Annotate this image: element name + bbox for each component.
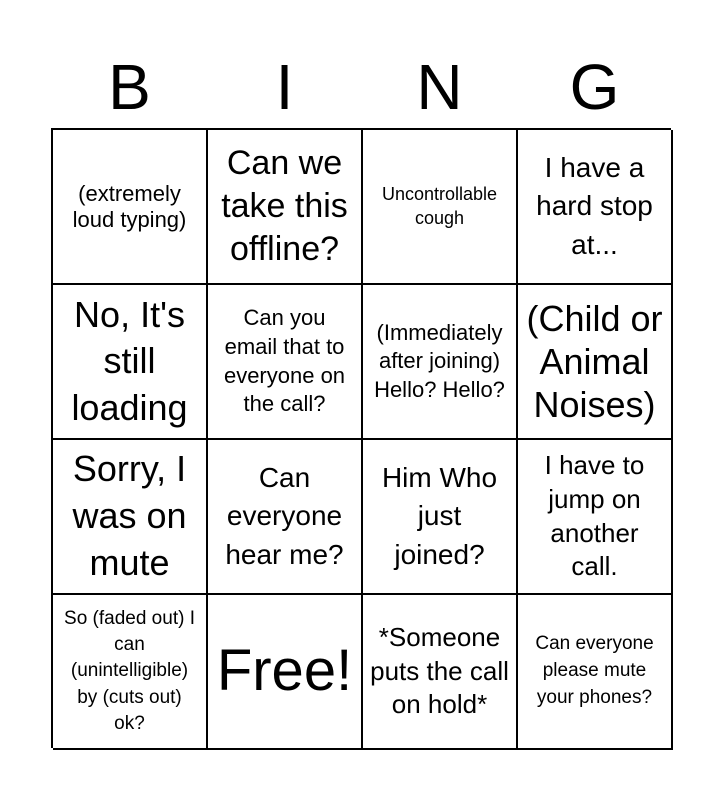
- bingo-cell[interactable]: [518, 130, 673, 285]
- bingo-header: [52, 52, 672, 122]
- bingo-cell[interactable]: [208, 130, 363, 285]
- header-letter-g: G: [569, 51, 620, 123]
- bingo-cell[interactable]: [53, 130, 208, 285]
- header-letter-b: B: [108, 51, 151, 123]
- cell-text: Uncontrollable cough: [381, 184, 498, 228]
- header-letter-i: I: [275, 51, 294, 123]
- cell-text: Can you email that to everyone on the call?: [223, 305, 346, 417]
- cell-text: (Immediately after joining) Hello? Hello?: [374, 320, 505, 402]
- cell-text: I have a hard stop at...: [536, 151, 653, 260]
- bingo-cell[interactable]: [363, 595, 518, 750]
- bingo-cell[interactable]: [363, 440, 518, 595]
- cell-text: (extremely loud typing): [72, 180, 187, 232]
- cell-text: *Someone puts the call on hold*: [370, 621, 509, 720]
- cell-text: Can everyone please mute your phones?: [535, 633, 654, 708]
- cell-text: So (faded out) I can (unintelligible) by (cuts out) ok?: [64, 607, 195, 734]
- cell-text: Can we take this offline?: [221, 143, 348, 269]
- bingo-cell[interactable]: [518, 440, 673, 595]
- cell-text: (Child or Animal Noises): [526, 297, 663, 426]
- cell-text: Sorry, I was on mute: [72, 448, 187, 583]
- bingo-cell[interactable]: [518, 595, 673, 750]
- cell-text: Him Who just joined?: [381, 461, 498, 570]
- bingo-board: [51, 128, 671, 748]
- bingo-cell bingo-free-space[interactable]: [208, 595, 363, 750]
- cell-text: Can everyone hear me?: [225, 461, 344, 570]
- header-letter-n: N: [416, 51, 463, 123]
- bingo-cell[interactable]: [518, 285, 673, 440]
- bingo-cell[interactable]: [53, 440, 208, 595]
- bingo-cell[interactable]: [208, 285, 363, 440]
- bingo-cell[interactable]: [53, 595, 208, 750]
- bingo-cell[interactable]: [208, 440, 363, 595]
- bingo-cell[interactable]: [363, 285, 518, 440]
- bingo-cell[interactable]: [53, 285, 208, 440]
- bingo-cell[interactable]: [363, 130, 518, 285]
- cell-text: I have to jump on another call.: [544, 449, 645, 582]
- cell-text: No, It's still loading: [71, 294, 188, 428]
- free-space-text: Free!: [216, 638, 353, 704]
